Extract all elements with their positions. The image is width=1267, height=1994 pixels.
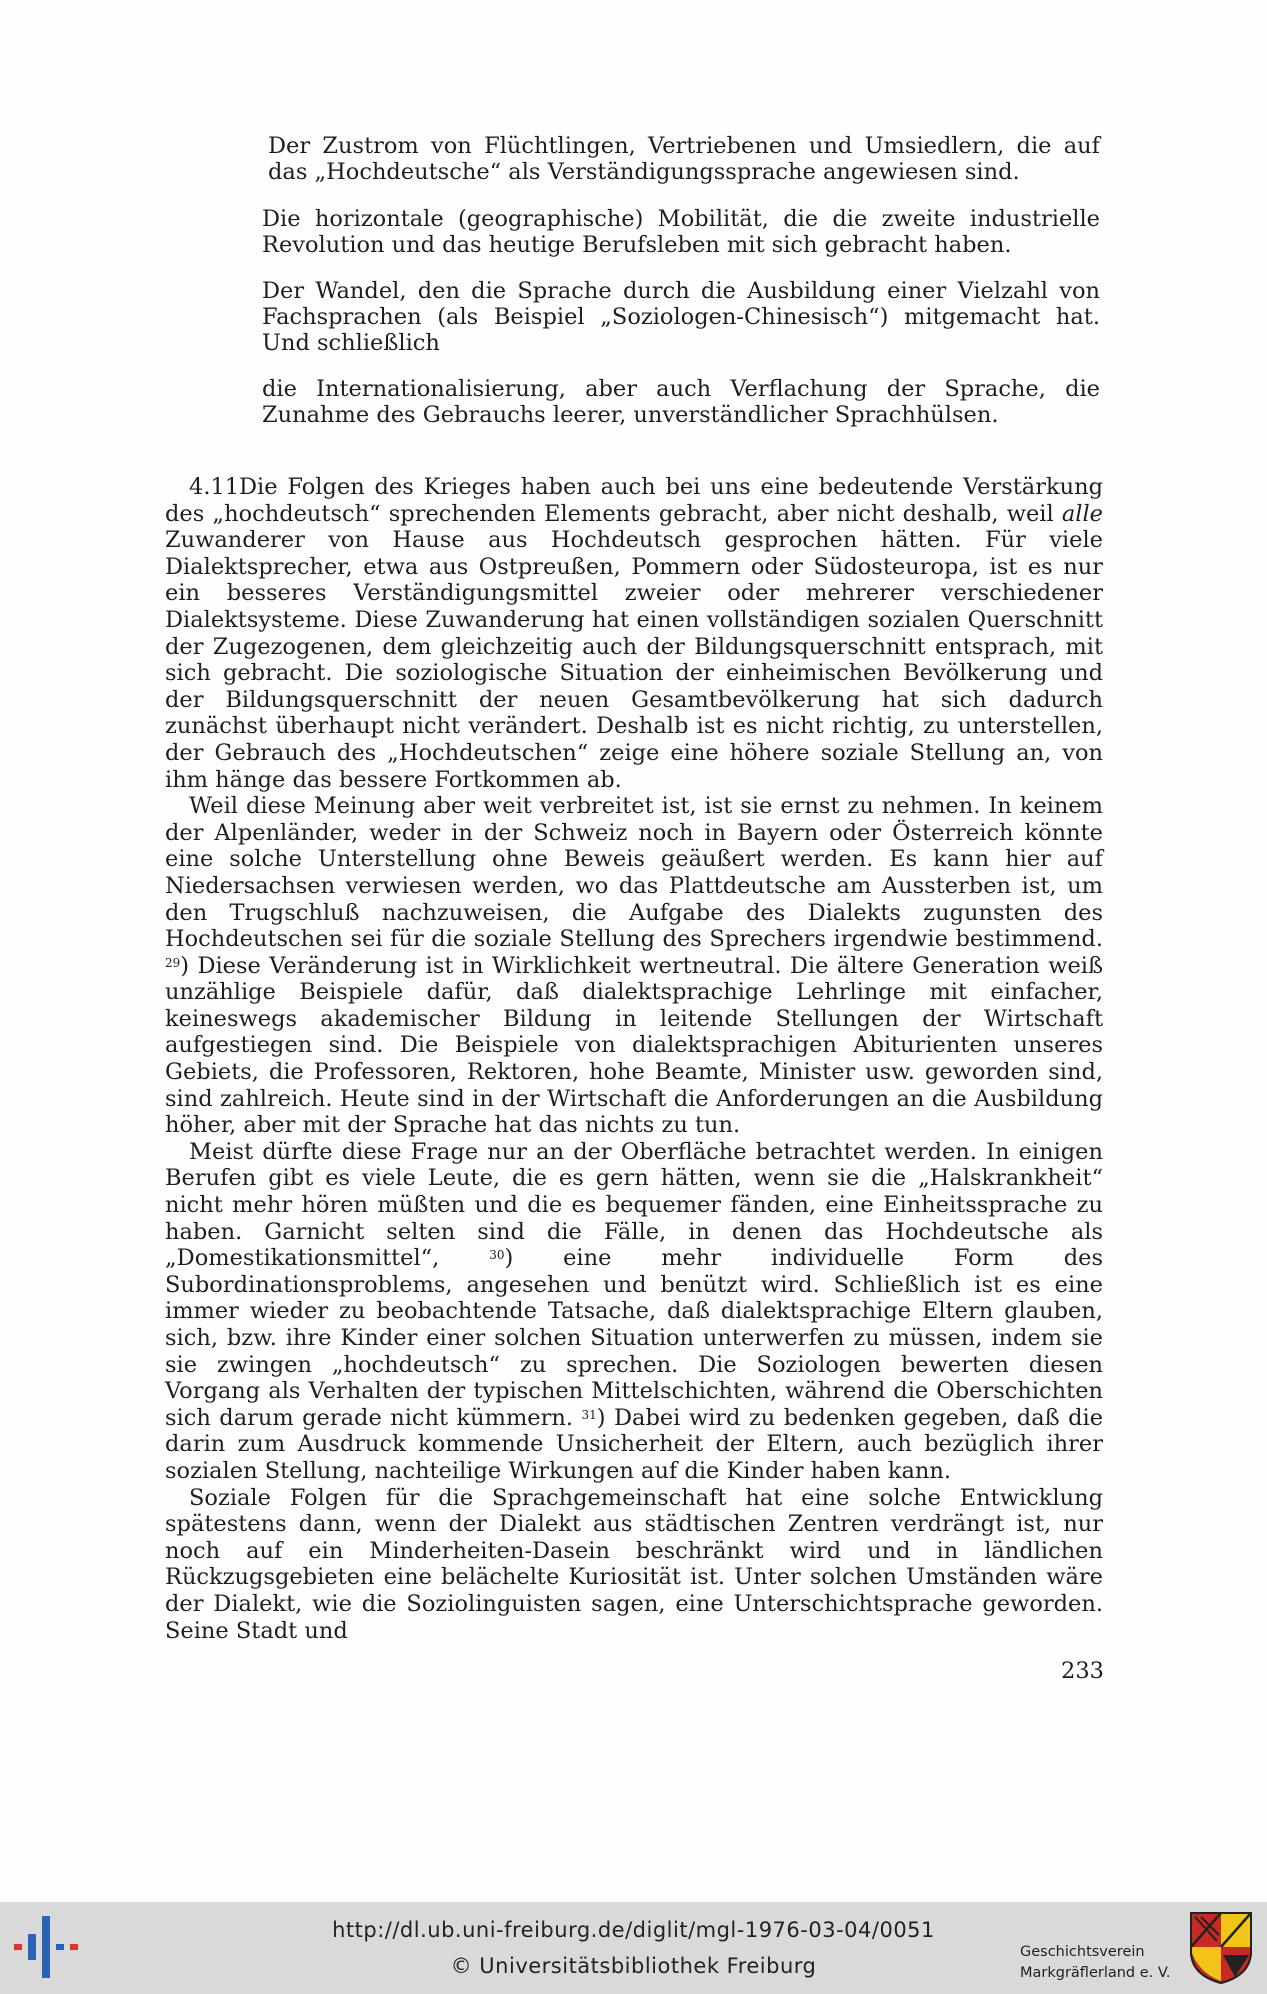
paragraph: Weil diese Meinung aber weit verbreitet ist, ist sie ernst zu nehmen. In keinem der Alpenländer, weder in der Schweiz noch in Bayern oder Österreich könnte eine solche Unterstellung ohne Beweis geäußert werden. Es kann hier auf Niedersachsen verwiesen werden, wo das Plattdeutsche am Aussterben ist, um den Trugschluß nachzuweisen, die Aufgabe des Dialekts zugunsten des Hochdeutschen sei für die soziale Stellung des Sprechers irgendwie bestimmend. $^{29}$) Diese Veränderung ist in Wirklichkeit wertneutral. Die ältere Generation weiß unzählige Beispiele dafür, daß dialektsprachige Lehrlinge mit einfacher, keineswegs akademischer Bildung in leitende Stellungen der Wirtschaft aufgestiegen sind. Die Beispiele von dialektsprachigen Abiturienten unseres Gebiets, die Professoren, Rektoren, hohe Beamte, Minister usw. geworden sind, sind zahlreich. Heute sind in der Wirtschaft die Anforderungen an die Ausbildung höher, aber mit der Sprache hat das nichts zu tun. [165, 793, 1103, 1139]
footer-bar [0, 1902, 1267, 1994]
list-item: Der Zustrom von Flüchtlingen, Vertriebenen und Umsiedlern, die auf das „Hochdeutsche“ als Verständigungssprache angewiesen sind. [268, 133, 1100, 185]
coat-of-arms-icon[interactable] [1189, 1911, 1253, 1985]
footnote-ref: 31 [581, 1407, 597, 1422]
footnote-ref: 30 [489, 1248, 505, 1263]
paragraph: Meist dürfte diese Frage nur an der Oberfläche betrachtet werden. In einigen Berufen gibt es viele Leute, die es gern hätten, wenn sie die „Halskrankheit“ nicht mehr hören müßten und die es bequemer fänden, eine Einheitssprache zu haben. Garnicht selten sind die Fälle, in denen das Hochdeutsche als „Domestikationsmittel“, $^{30}$) eine mehr individuelle Form des Subordinationsproblems, angesehen und benützt wird. Schließlich ist es eine immer wieder zu beobachtende Tatsache, daß dialektsprachige Eltern glauben, sich, bzw. ihre Kinder einer solchen Situation unterwerfen zu müssen, indem sie sie zwingen „hochdeutsch“ zu sprechen. Die Soziologen bewerten diesen Vorgang als Verhalten der typischen Mittelschichten, während die Oberschichten sich darum gerade nicht kümmern. $^{31}$) Dabei wird zu bedenken gegeben, daß die darin zum Ausdruck kommende Unsicherheit der Eltern, auch bezüglich ihrer sozialen Stellung, nachteilige Wirkungen auf die Kinder haben kann. [165, 1138, 1104, 1484]
list-item: Der Wandel, den die Sprache durch die Ausbildung einer Vielzahl von Fachsprachen (als Beispiel „Soziologen-Chinesisch“) mitgemacht hat. Und schließlich [262, 278, 1100, 356]
copyright-notice: © Universitätsbibliothek Freiburg [450, 1954, 817, 1978]
permalink-url[interactable]: http://dl.ub.uni-freiburg.de/diglit/mgl-1976-03-04/0051 [332, 1918, 935, 1942]
section-body [165, 474, 1103, 1644]
society-name: Geschichtsverein Markgräflerland e. V. [1020, 1944, 1171, 1981]
section-number: 4.11 [189, 474, 240, 500]
list-item: Die horizontale (geographische) Mobilität, die die zweite industrielle Revolution und das heutige Berufsleben mit sich gebracht haben. [262, 206, 1100, 258]
page-number: 233 [1061, 1658, 1104, 1684]
list-item: die Internationalisierung, aber auch Verflachung der Sprache, die Zunahme des Gebrauchs leerer, unverständlicher Sprachhülsen. [262, 376, 1100, 428]
paragraph: 4.11Die Folgen des Krieges haben auch bei uns eine bedeutende Verstärkung des „hochdeutsch“ sprechenden Elements gebracht, aber nicht deshalb, weil alle Zuwanderer von Hause aus Hochdeutsch gesprochen hätten. Für viele Dialektsprecher, etwa aus Ostpreußen, Pommern oder Südosteuropa, ist es nur ein besseres Verständigungsmittel zweier oder mehrerer verschiedener Dialektsysteme. Diese Zuwanderung hat einen vollständigen sozialen Querschnitt der Zugezogenen, dem gleichzeitig auch der Bildungsquerschnitt entsprach, mit sich gebracht. Die soziologische Situation der einheimischen Bevölkerung und der Bildungsquerschnitt der neuen Gesamtbevölkerung hat sich dadurch zunächst überhaupt nicht verändert. Deshalb ist es nicht richtig, zu unterstellen, der Gebrauch des „Hochdeutschen“ zeige eine höhere soziale Stellung an, von ihm hänge das bessere Fortkommen ab. [165, 474, 1103, 793]
paragraph: Soziale Folgen für die Sprachgemeinschaft hat eine solche Entwicklung spätestens dann, wenn der Dialekt aus städtischen Zentren verdrängt ist, nur noch auf ein Minderheiten-Dasein beschränkt wird und in ländlichen Rückzugsgebieten eine belächelte Kuriosität ist. Unter solchen Umständen wäre der Dialekt, wie die Soziolinguisten sagen, eine Unterschichtsprache geworden. Seine Stadt und [165, 1484, 1103, 1644]
footnote-ref: 29 [165, 955, 181, 970]
